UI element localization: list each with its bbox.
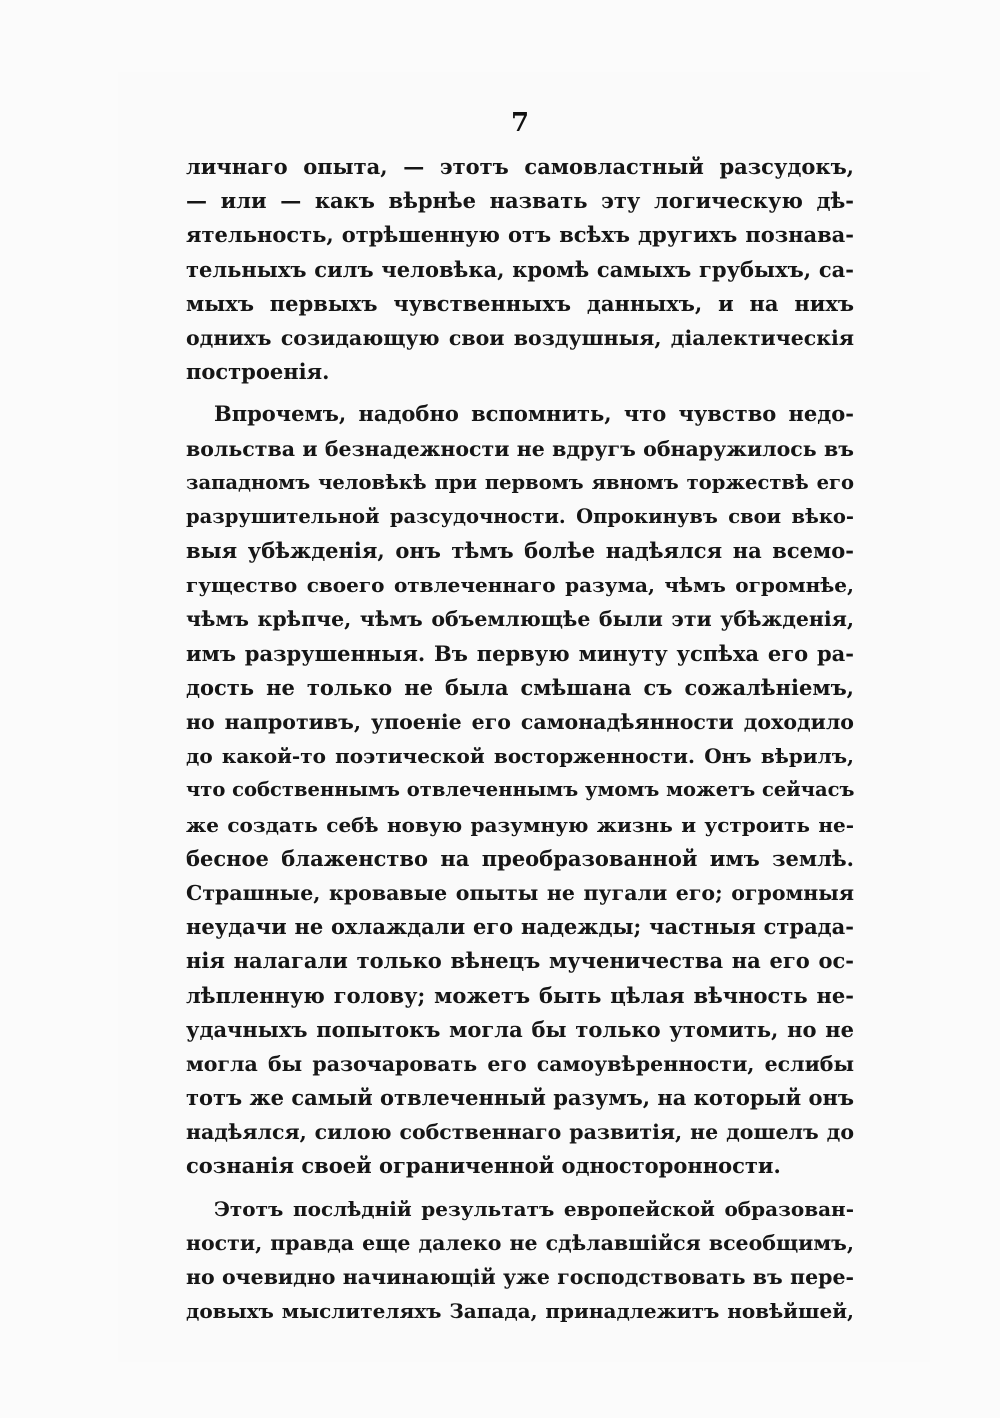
page-number: 7 — [510, 108, 530, 138]
text-line: тельныхъ силъ человѣка, кромѣ самыхъ грубыхъ, са- — [186, 256, 854, 282]
text-line: неудачи не охлаждали его надежды; частныя страда- — [186, 914, 854, 940]
paragraph — [186, 1192, 854, 1329]
text-line: надѣялся, силою собственнаго развитія, не дошелъ до — [186, 1120, 854, 1145]
text-line: но напротивъ, упоеніе его самонадѣянности доходило — [186, 710, 854, 734]
text-line: западномъ человѣкѣ при первомъ явномъ торжествѣ его — [186, 470, 854, 494]
text-line: лѣпленную голову; можетъ быть цѣлая вѣчность не- — [186, 982, 854, 1008]
text-line: же создать себѣ новую разумную жизнь и устроить не- — [186, 812, 854, 837]
text-line: гущество своего отвлеченнаго разума, чѣмъ огромнѣе, — [186, 573, 854, 598]
text-line: чѣмъ крѣпче, чѣмъ объемлющѣе были эти убѣжденія, — [186, 607, 854, 632]
paragraph — [186, 397, 854, 1183]
text-line: дость не только не была смѣшана съ сожалѣніемъ, — [186, 674, 854, 700]
text-line: нія налагали только вѣнецъ мученичества на его ос- — [186, 948, 854, 974]
text-line: до какой-то поэтической восторженности. Онъ вѣрилъ, — [186, 744, 854, 769]
text-line: Этотъ послѣдній результатъ европейской образован- — [214, 1196, 854, 1221]
text-line: тотъ же самый отвлеченный разумъ, на который онъ — [186, 1085, 854, 1111]
text-line: однихъ созидающую свои воздушныя, діалектическія — [186, 325, 854, 350]
text-line: Впрочемъ, надобно вспомнить, что чувство недо- — [214, 401, 854, 427]
text-line: разрушительной разсудочности. Опрокинувъ свои вѣко- — [186, 504, 854, 528]
text-line: бесное блаженство на преобразованной имъ землѣ. — [186, 845, 854, 871]
text-line: могла бы разочаровать его самоувѣренности, еслибы — [186, 1051, 854, 1076]
text-line: личнаго опыта, — этотъ самовластный разсудокъ, — [186, 154, 854, 179]
text-line: Страшные, кровавые опыты не пугали его; огромныя — [186, 880, 854, 905]
text-line: ности, правда еще далеко не сдѣлавшійся всеобщимъ, — [186, 1230, 854, 1255]
text-line: выя убѣжденія, онъ тѣмъ болѣе надѣялся на всемо- — [186, 538, 854, 564]
text-line: мыхъ первыхъ чувственныхъ данныхъ, и на нихъ — [186, 290, 854, 316]
paragraph — [186, 150, 854, 389]
text-line: довыхъ мыслителяхъ Запада, принадлежитъ новѣйшей, — [186, 1299, 854, 1324]
text-line: построенія. — [186, 359, 330, 385]
text-line: сознанія своей ограниченной односторонности. — [186, 1153, 781, 1179]
text-body — [186, 150, 854, 1328]
text-line: вольства и безнадежности не вдругъ обнаружилось въ — [186, 436, 854, 461]
text-line: но очевидно начинающій уже господствовать въ пере- — [186, 1265, 854, 1289]
text-line: — или — какъ вѣрнѣе назвать эту логическую дѣ- — [186, 188, 854, 214]
text-line: имъ разрушенныя. Въ первую минуту успѣха его ра- — [186, 640, 854, 666]
text-line: что собственнымъ отвлеченнымъ умомъ можетъ сейчасъ — [186, 778, 854, 802]
text-line: ятельность, отрѣшенную отъ всѣхъ другихъ познава- — [186, 222, 854, 248]
text-line: удачныхъ попытокъ могла бы только утомить, но не — [186, 1016, 854, 1042]
